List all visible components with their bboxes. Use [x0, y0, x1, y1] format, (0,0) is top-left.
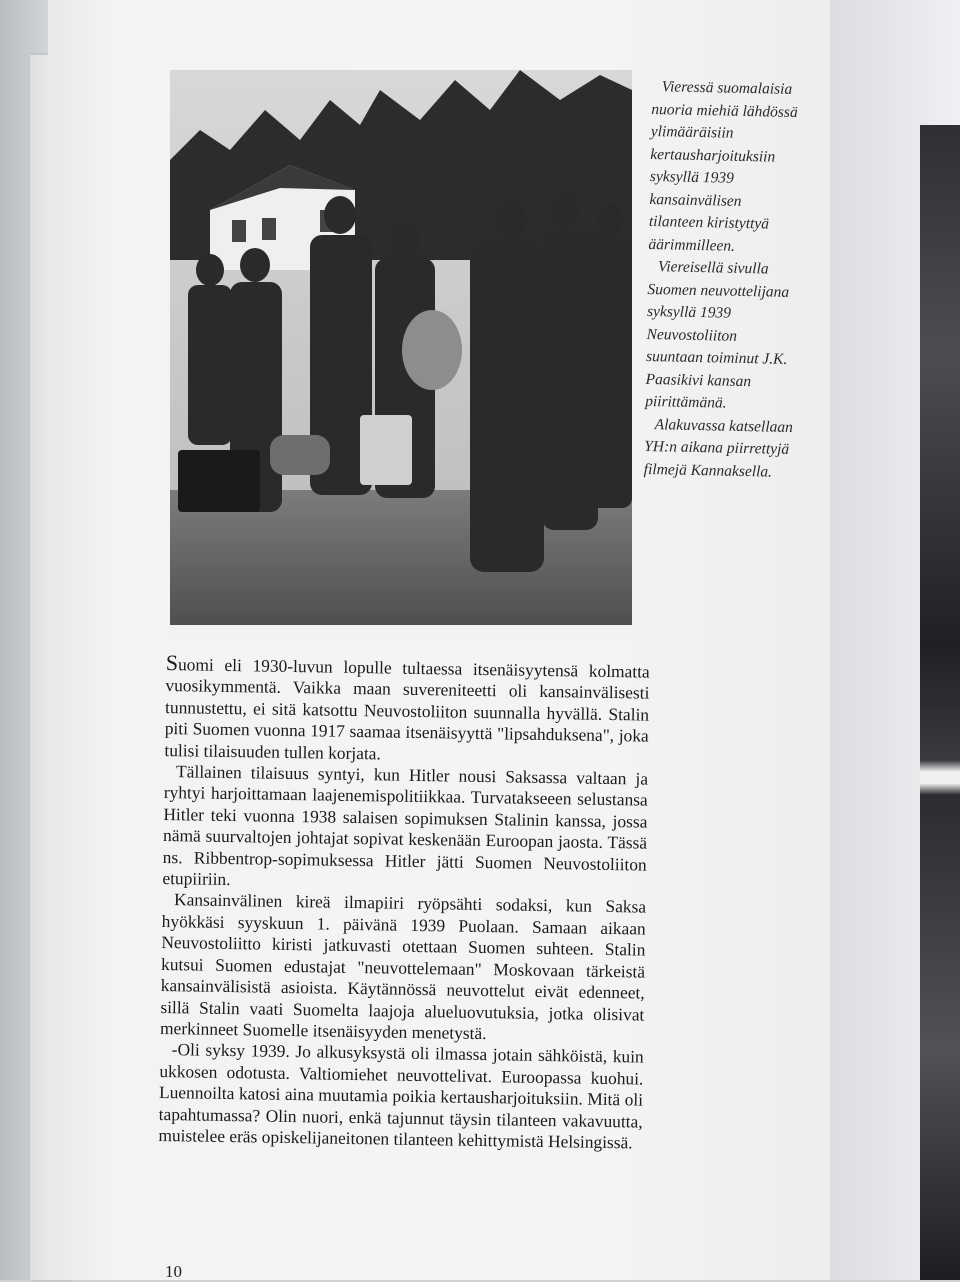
- body-paragraph: -Oli syksy 1939. Jo alkusyksystä oli ilmassa jotain sähköistä, kuin ukkosen odotusta. Valtiomiehet neuvottelivat. Euroopassa kuohui. Luennoilta katosi aina muutamia poikia kertausharjoituksiin. Mitä oli tapahtumassa? Olin nuori, enkä tajunnut täysin tilanteen vakavuutta, muistelee eräs opiskelijaneitonen tilanteen kehittymistä Helsingissä.: [158, 1039, 644, 1153]
- page-number: 10: [165, 1262, 182, 1281]
- caption-paragraph: Viereisellä sivulla Suomen neuvottelijana syksyllä 1939 Neuvostoliiton suuntaan toiminut J.K. Paasikivi kansan piirittämänä.: [645, 258, 790, 412]
- caption-paragraph: Alakuvassa katsellaan YH:n aikana piirrettyjä filmejä Kannaksella.: [643, 415, 794, 481]
- body-paragraph: Kansainvälinen kireä ilmapiiri ryöpsähti sodaksi, kun Saksa hyökkäsi syyskuun 1. päivänä 1939 Puolaan. Samaan aikaan Neuvostoliitto kiristi jatkuvasti otettaan Suomen suhteen. Stalin kutsui Suomen edustajat "neuvottelemaan" Moskovaan tärkeistä kansainvälisistä asioista. Käytännössä neuvottelut eivät edenneet, sillä Stalin vaati Suomelta laajoja alueluovutuksia, jotka olisivat merkinneet Suomelle itsenäisyyden menetystä.: [159, 889, 647, 1043]
- drop-cap: S: [165, 650, 179, 676]
- body-paragraph: [164, 652, 650, 769]
- body-paragraph-text: uomi eli 1930-luvun lopulle tultaessa itsenäisyytensä kolmatta vuosikymmentä. Vaikka maan suvereniteetti oli kansainvälisesti tunnustettu, ei sitä katsottu Neuvostoliiton suunnalla hyvällä. Stalin piti Suomen vuonna 1917 saamaa itsenäisyyttä "lipsahduksena", joka tulisi tilaisuuden tullen korjata.: [164, 654, 650, 764]
- body-text: [158, 652, 650, 1154]
- facing-page-photo: [920, 125, 960, 1280]
- photo-young-men-departing: [170, 70, 632, 640]
- photo-caption: [644, 76, 802, 484]
- caption-paragraph: Vieressä suomalaisia nuoria miehiä lähdössä ylimääräisiin kertausharjoituksiin syksyllä 1939 kansainvälisen tilanteen kiristyttyä äärimmilleen.: [648, 78, 798, 255]
- body-paragraph: Tällainen tilaisuus syntyi, kun Hitler nousi Saksassa valtaan ja ryhtyi harjoittamaan laajenemispolitiikkaa. Turvatakseeen selustansa Hitler teki vuonna 1938 salaisen sopimuksen Stalinin kanssa, jossa nämä suurvaltojen johtajat sopivat keskenään Euroopan jaosta. Tässä ns. Ribbentrop-sopimuksessa Hitler jätti Suomen Neuvostoliiton etupiiriin.: [162, 761, 649, 890]
